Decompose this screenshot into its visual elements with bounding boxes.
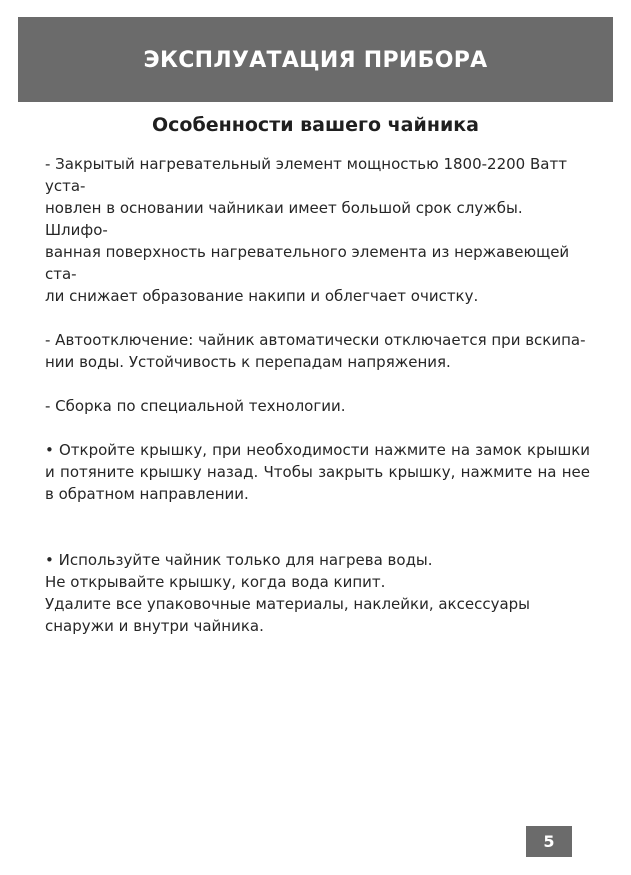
text-line: Не открывайте крышку, когда вода кипит. bbox=[45, 573, 386, 591]
text-line: снаружи и внутри чайника. bbox=[45, 617, 264, 635]
section-title: ЭКСПЛУАТАЦИЯ ПРИБОРА bbox=[143, 48, 488, 73]
text-line: - Закрытый нагревательный элемент мощностью 1800-2200 Ватт уста- bbox=[45, 155, 567, 195]
paragraph-lid-instructions: • Откройте крышку, при необходимости нажмите на замок крышки и потяните крышку назад. Чтобы закрыть крышку, нажмите на нее в обратном направлении. bbox=[45, 441, 590, 503]
text-line: - Автоотключение: чайник автоматически отключается при вскипа- bbox=[45, 331, 586, 349]
page-number-badge bbox=[526, 826, 572, 857]
paragraph-heating-element bbox=[45, 153, 590, 307]
text-line: - Сборка по специальной технологии. bbox=[45, 397, 346, 415]
text-line: ванная поверхность нагревательного элемента из нержавеющей ста- bbox=[45, 243, 570, 283]
text-line: нии воды. Устойчивость к перепадам напряжения. bbox=[45, 353, 451, 371]
page-subtitle: Особенности вашего чайника bbox=[152, 114, 479, 136]
paragraph-auto-off bbox=[45, 329, 590, 373]
text-line: Удалите все упаковочные материалы, наклейки, аксессуары bbox=[45, 595, 531, 613]
text-line: • Используйте чайник только для нагрева воды. bbox=[45, 551, 433, 569]
section-header-band bbox=[18, 17, 613, 102]
paragraph-usage-warnings bbox=[45, 549, 590, 637]
instructions-body bbox=[45, 153, 590, 637]
page-number: 5 bbox=[543, 832, 555, 851]
paragraph-assembly bbox=[45, 395, 590, 417]
text-line: ли снижает образование накипи и облегчает очистку. bbox=[45, 287, 479, 305]
text-line: новлен в основании чайникаи имеет большой срок службы. Шлифо- bbox=[45, 199, 523, 239]
